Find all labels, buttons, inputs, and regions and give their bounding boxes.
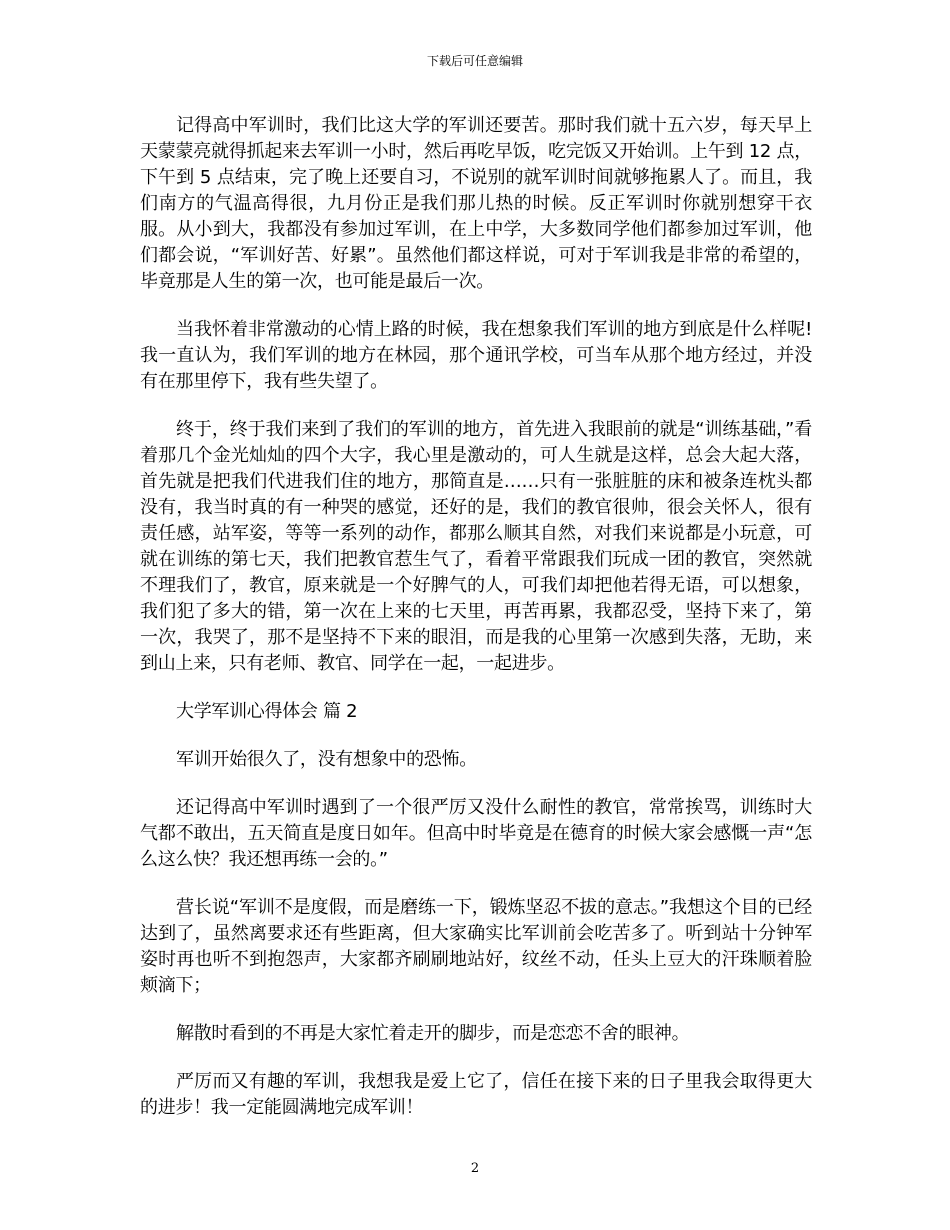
paragraph-arrival-training-base: 终于，终于我们来到了我们的军训的地方，首先进入我眼前的就是“训练基础，”看着那几个金光灿灿的四个大字，我心里是激动的，可人生就是这样，总会大起大落，首先就是把我们代进我们住的地方，那简直是……只有一张脏脏的床和被条连枕头都没有，我当时真的有一种哭的感觉，还好的是，我们的教官很帅，很会关怀人，很有责任感，站军姿，等等一系列的动作，都那么顺其自然，对我们来说都是小玩意，可就在训练的第七天，我们把教官惹生气了，看着平常跟我们玩成一团的教官，突然就不理我们了，教官，原来就是一个好脾气的人，可我们却把他若得无语，可以想象，我们犯了多大的错，第一次在上来的七天里，再苦再累，我都忍受，坚持下来了，第一次，我哭了，那不是坚持不下来的眼泪，而是我的心里第一次感到失落，无助，来到山上来，只有老师、教官、同学在一起，一起进步。 xyxy=(140,419,812,674)
paragraph-commander-quote: 营长说“军训不是度假，而是磨练一下，锻炼坚忍不拔的意志。”我想这个目的已经达到了，虽然离要求还有些距离，但大家确实比军训前会吃苦多了。听到站十分钟军姿时再也听不到抱怨声，大家都齐刷刷地站好，纹丝不动，任头上豆大的汗珠顺着脸颊滴下； xyxy=(140,897,812,996)
paragraph-dismissal: 解散时看到的不再是大家忙着走开的脚步，而是恋恋不舍的眼神。 xyxy=(176,1023,690,1044)
document-body xyxy=(140,113,812,1143)
section-heading: 大学军训心得体会 篇 2 xyxy=(176,701,358,722)
paragraph-strict-instructor: 还记得高中军训时遇到了一个很严厉又没什么耐性的教官，常常挨骂，训练时大气都不敢出，五天简直是度日如年。但高中时毕竟是在德育的时候大家会感慨一声“怎么这么快？我还想再练一会的。” xyxy=(140,797,812,870)
paragraph-on-the-road: 当我怀着非常激动的心情上路的时候，我在想象我们军训的地方到底是什么样呢!我一直认为，我们军训的地方在林园，那个通讯学校，可当车从那个地方经过，并没有在那里停下，我有些失望了。 xyxy=(140,319,812,392)
paragraph-conclusion: 严厉而又有趣的军训，我想我是爱上它了，信任在接下来的日子里我会取得更大的进步！我一定能圆满地完成军训！ xyxy=(140,1071,812,1118)
page-header: 下载后可任意编辑 xyxy=(426,54,523,68)
page-number: 2 xyxy=(470,1161,480,1176)
paragraph-memory-highschool: 记得高中军训时，我们比这大学的军训还要苦。那时我们就十五六岁，每天早上天蒙蒙亮就得抓起来去军训一小时，然后再吃早饭，吃完饭又开始训。上午到 12 点，下午到 5 点结束，完了晚上还要自习，不说别的就军训时间就够拖累人了。而且，我们南方的气温高得很，九月份正是我们那儿热的时候。反正军训时你就别想穿干衣服。从小到大，我都没有参加过军训，在上中学，大多数同学他们都参加过军训，他们都会说，“军训好苦、好累”。虽然他们都这样说，可对于军训我是非常的希望的，毕竟那是人生的第一次，也可能是最后一次。 xyxy=(140,115,812,292)
paragraph-training-started: 军训开始很久了，没有想象中的恐怖。 xyxy=(176,749,477,770)
